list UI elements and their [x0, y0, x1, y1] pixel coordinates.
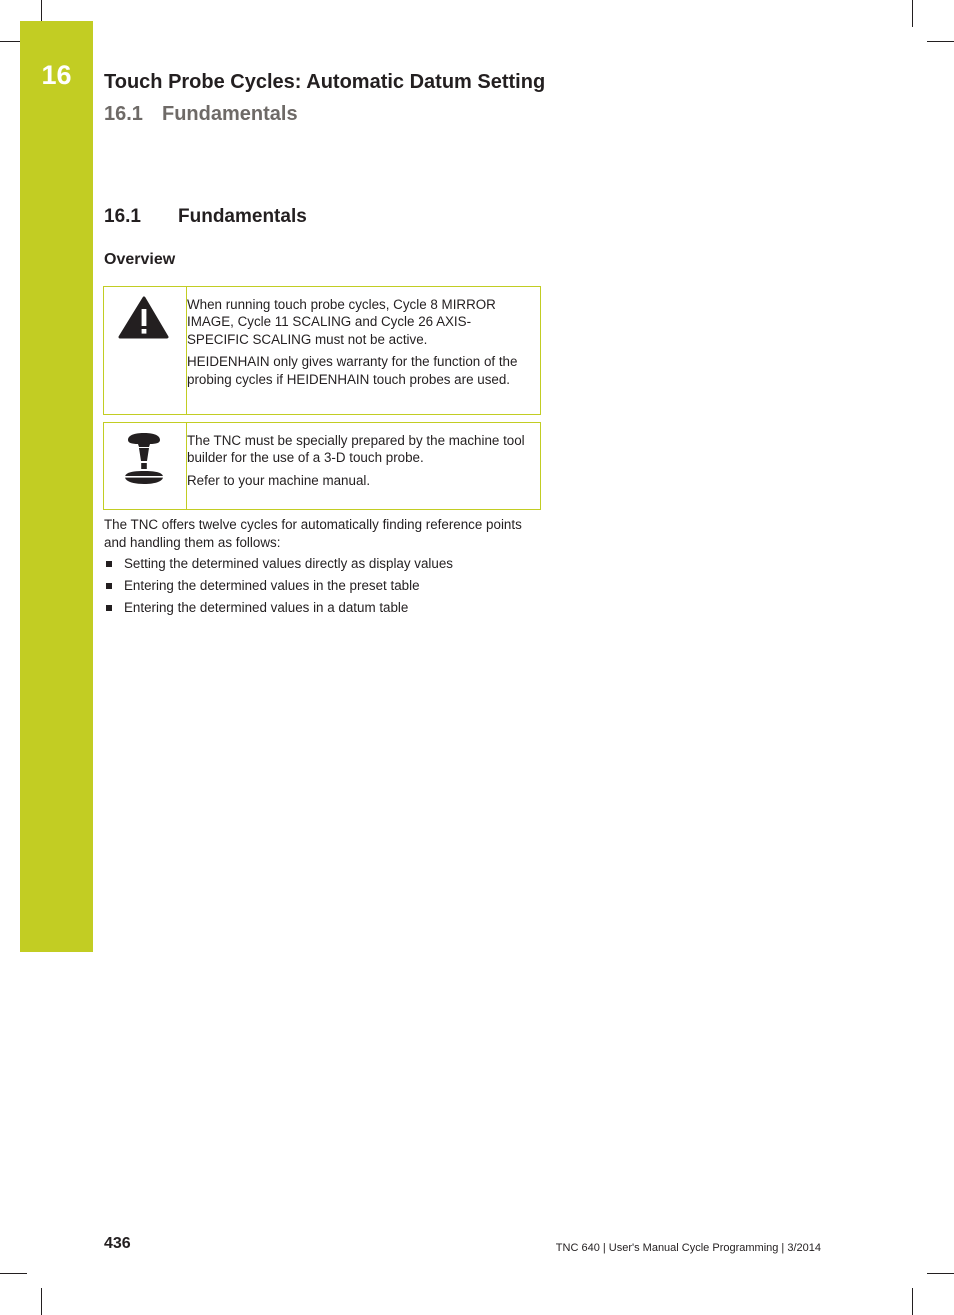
- warning-paragraph: HEIDENHAIN only gives warranty for the function of the probing cycles if HEIDENHAIN touch probes are used.: [187, 354, 518, 387]
- list-item-text: Setting the determined values directly as display values: [124, 556, 453, 572]
- section-heading: [104, 206, 307, 228]
- running-section-number: 16.1: [104, 103, 143, 125]
- machine-text: [187, 432, 532, 494]
- machine-paragraph: The TNC must be specially prepared by the machine tool builder for the use of a 3-D touch probe.: [187, 433, 525, 466]
- machine-paragraph: Refer to your machine manual.: [187, 472, 371, 488]
- list-item-text: Entering the determined values in a datum table: [124, 600, 409, 616]
- machine-tool-icon: [104, 423, 186, 498]
- chapter-number: 16: [41, 60, 72, 90]
- warning-paragraph: When running touch probe cycles, Cycle 8 MIRROR IMAGE, Cycle 11 SCALING and Cycle 26 AXIS-SPECIFIC SCALING must not be active.: [187, 297, 496, 347]
- crop-mark: [927, 41, 954, 42]
- warning-text: [187, 296, 532, 393]
- page-number: 436: [104, 1235, 131, 1252]
- warning-triangle-icon: [104, 287, 186, 352]
- bullet-square-icon: [106, 561, 112, 567]
- chapter-title: Touch Probe Cycles: Automatic Datum Setting: [104, 71, 546, 93]
- crop-mark: [912, 0, 913, 27]
- crop-mark: [41, 1288, 42, 1315]
- crop-mark: [927, 1273, 954, 1274]
- overview-heading: Overview: [104, 251, 176, 268]
- body-text: [104, 516, 544, 621]
- running-section-title: Fundamentals: [162, 103, 298, 125]
- warning-note: [103, 286, 541, 415]
- bullet-list: [104, 555, 544, 617]
- intro-paragraph: The TNC offers twelve cycles for automatically finding reference points and handling them as follows:: [104, 517, 522, 550]
- list-item: [104, 599, 544, 617]
- chapter-sidebar: [20, 21, 93, 952]
- bullet-square-icon: [106, 583, 112, 589]
- list-item: [104, 577, 544, 595]
- list-item: [104, 555, 544, 573]
- footer-text: TNC 640 | User's Manual Cycle Programming | 3/2014: [555, 1242, 821, 1254]
- running-section-header: [104, 103, 298, 126]
- section-title: Fundamentals: [178, 206, 307, 227]
- section-number: 16.1: [104, 206, 141, 227]
- machine-note: [103, 422, 541, 510]
- crop-mark: [912, 1288, 913, 1315]
- bullet-square-icon: [106, 605, 112, 611]
- crop-mark: [0, 1273, 27, 1274]
- list-item-text: Entering the determined values in the preset table: [124, 578, 420, 594]
